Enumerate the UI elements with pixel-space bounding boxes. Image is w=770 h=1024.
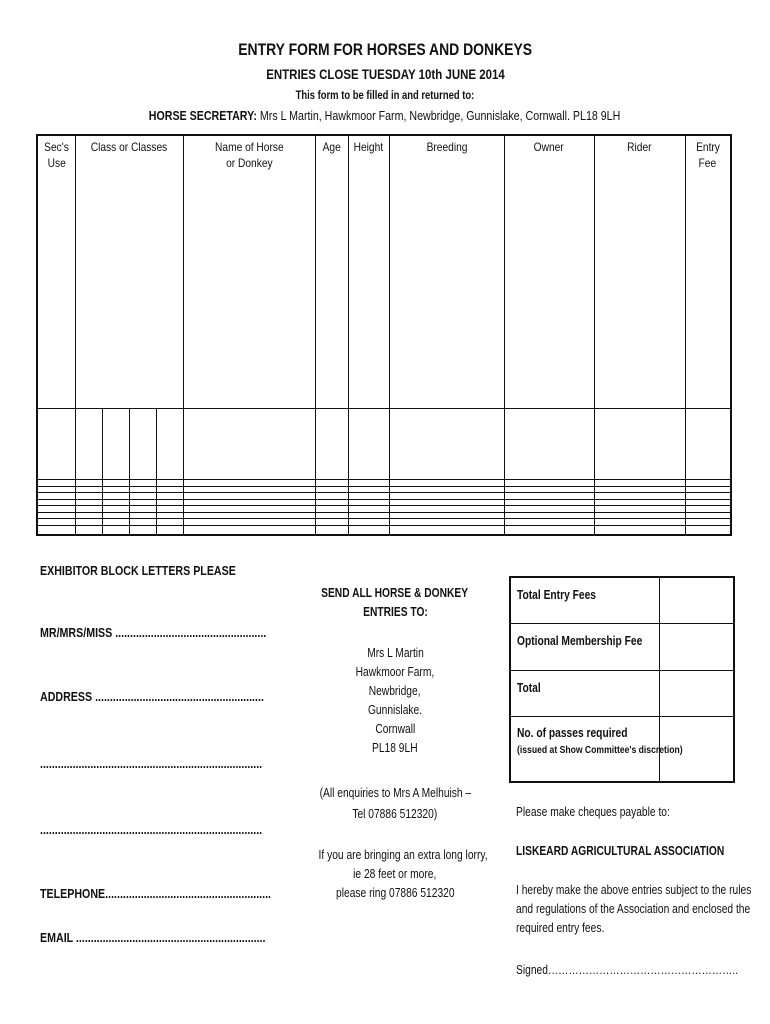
entry-cell[interactable] — [37, 525, 75, 535]
association-name: LISKEARD AGRICULTURAL ASSOCIATION — [516, 844, 725, 858]
secretary-label: HORSE SECRETARY: — [149, 108, 258, 123]
entry-row — [37, 525, 731, 535]
col-age: Age — [315, 135, 348, 408]
col-owner: Owner — [504, 135, 594, 408]
col-breeding: Breeding — [389, 135, 504, 408]
secretary-line — [0, 108, 770, 123]
entry-cell[interactable] — [389, 525, 504, 535]
col-secs-use: Sec's Use — [37, 135, 75, 408]
exhibitor-address-line-3[interactable]: ........................................................................... — [40, 822, 263, 837]
entry-cell[interactable] — [348, 525, 389, 535]
send-entries-block: SEND ALL HORSE & DONKEY ENTRIES TO: — [321, 586, 469, 619]
entry-cell[interactable] — [315, 525, 348, 535]
col-rider: Rider — [594, 135, 685, 408]
entry-cell[interactable] — [183, 525, 315, 535]
exhibitor-name-field[interactable]: MR/MRS/MISS ................................................... — [40, 625, 267, 640]
entry-cell[interactable] — [156, 525, 183, 535]
declaration-text: I hereby make the above entries subject to the rules and regulations of the Association and enclosed the required entry fees. — [516, 883, 752, 935]
exhibitor-address-line-2[interactable]: ........................................................................... — [40, 756, 263, 771]
entry-cell[interactable] — [75, 525, 102, 535]
signature-line[interactable]: Signed……………………………………………….. — [516, 963, 739, 977]
fees-table — [509, 576, 735, 783]
entry-cell[interactable] — [129, 525, 156, 535]
fees-row-passes: No. of passes required (issued at Show Committee's discretion) — [510, 716, 734, 782]
form-title: ENTRY FORM FOR HORSES AND DONKEYS — [238, 40, 532, 59]
col-class: Class or Classes — [75, 135, 183, 408]
exhibitor-address-field[interactable]: ADDRESS ......................................................... — [40, 689, 264, 704]
fees-row-total: Total — [510, 670, 734, 716]
exhibitor-heading: EXHIBITOR BLOCK LETTERS PLEASE — [40, 563, 236, 578]
col-entry-fee: Entry Fee — [685, 135, 731, 408]
exhibitor-email-field[interactable]: EMAIL ................................................................ — [40, 930, 266, 945]
col-horse-name: Name of Horse or Donkey — [183, 135, 315, 408]
send-address-block: Mrs L Martin Hawkmoor Farm, Newbridge, Gunnislake. Cornwall PL18 9LH — [355, 646, 435, 755]
entry-cell[interactable] — [102, 525, 129, 535]
col-height: Height — [348, 135, 389, 408]
table-spacer-row — [37, 408, 731, 480]
form-instruction: This form to be filled in and returned to: — [295, 90, 475, 102]
membership-fee-input[interactable] — [659, 623, 734, 670]
table-header-row — [37, 135, 731, 408]
entries-table — [36, 134, 732, 536]
form-subtitle: ENTRIES CLOSE TUESDAY 10th JUNE 2014 — [265, 66, 505, 82]
fees-row-total-entry: Total Entry Fees — [510, 577, 734, 623]
entry-cell[interactable] — [685, 525, 731, 535]
fees-row-membership: Optional Membership Fee — [510, 623, 734, 670]
secretary-address: Mrs L Martin, Hawkmoor Farm, Newbridge, Gunnislake, Cornwall. PL18 9LH — [260, 108, 621, 123]
entry-cell[interactable] — [504, 525, 594, 535]
lorry-note: If you are bringing an extra long lorry, ie 28 feet or more, please ring 07886 512320 — [318, 848, 488, 900]
total-input[interactable] — [659, 670, 734, 716]
cheques-note: Please make cheques payable to: — [516, 805, 670, 819]
total-entry-fees-input[interactable] — [659, 577, 734, 623]
enquiries-note: (All enquiries to Mrs A Melhuish – Tel 07886 512320) — [319, 786, 471, 821]
exhibitor-telephone-field[interactable]: TELEPHONE........................................................ — [40, 886, 272, 901]
entry-cell[interactable] — [594, 525, 685, 535]
